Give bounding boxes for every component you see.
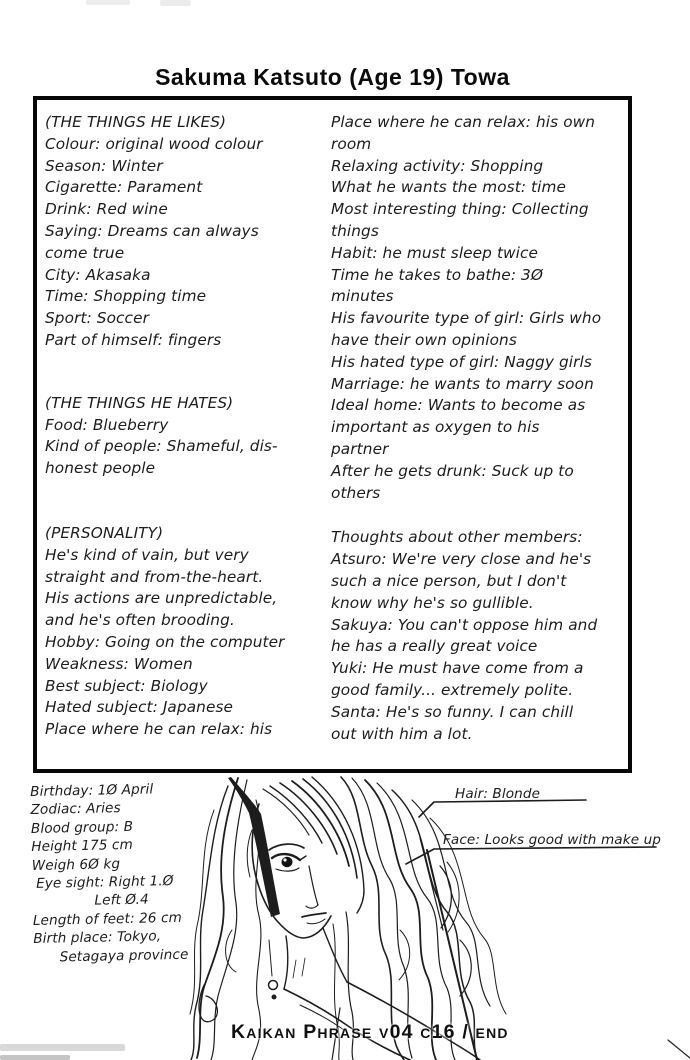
text-line: minutes [331, 287, 394, 306]
text-line: Saying: Dreams can always [45, 221, 259, 240]
eye-highlight [283, 858, 286, 861]
profile-right-column [331, 112, 625, 745]
text-line: room [331, 134, 372, 153]
eyebrow [269, 844, 304, 850]
hair-curl [440, 866, 451, 928]
text-line: Weigh 6Ø kg [31, 855, 121, 874]
text-line: partner [331, 439, 389, 458]
text-line: Place where he can relax: his [45, 720, 273, 739]
text-line: straight and from-the-heart. [45, 567, 264, 586]
scan-artifact [160, 0, 191, 6]
text-line: Marriage: he wants to marry soon [331, 374, 594, 393]
text-line: Santa: He's so funny. I can chill [331, 702, 574, 721]
mouth-line [302, 913, 326, 917]
text-line: Cigarette: Parament [45, 178, 203, 197]
text-line: and he's often brooding. [45, 611, 235, 630]
text-line: Kind of people: Shameful, dis- [45, 437, 278, 456]
text-line: Hobby: Going on the computer [45, 632, 285, 651]
text-line: Hated subject: Japanese [45, 698, 234, 717]
profile-box [33, 96, 632, 773]
face-label: Face: Looks good with make up [443, 832, 662, 848]
hair-stroke [365, 780, 436, 1060]
right-top-lines [331, 112, 625, 504]
stats-block [30, 778, 254, 967]
hair-stroke [280, 783, 337, 854]
eye-lash [300, 856, 306, 860]
earring-bead [272, 995, 277, 1000]
text-line: Thoughts about other members: [331, 528, 583, 547]
text-line: Ideal home: Wants to become as [331, 396, 586, 415]
hair-curl [447, 862, 459, 932]
eye-upper-lid [272, 854, 300, 860]
text-line: What he wants the most: time [331, 178, 567, 197]
text-line: His actions are unpredictable, [45, 589, 278, 608]
scan-artifact [0, 1055, 70, 1060]
hair-stroke [199, 985, 217, 1022]
text-line: important as oxygen to his [331, 418, 540, 437]
text-line: Atsuro: We're very close and he's [331, 550, 592, 569]
scan-artifact [0, 1044, 125, 1051]
footer-credit: Kaikan Phrase v04 c16 / end [231, 1021, 509, 1043]
text-line: He's kind of vain, but very [45, 545, 249, 564]
hates-lines [45, 415, 327, 480]
hair-stroke [377, 783, 455, 1060]
thoughts-lines [331, 527, 625, 745]
eye-iris [282, 857, 293, 867]
text-line: Left Ø.4 [94, 891, 149, 910]
personality-section [45, 523, 327, 741]
text-line: Relaxing activity: Shopping [331, 156, 544, 175]
profile-left-column [45, 112, 327, 741]
text-line: Time: Shopping time [45, 287, 207, 306]
hair-curl [399, 930, 410, 980]
text-line: come true [45, 243, 125, 262]
hair-stroke [263, 789, 309, 835]
text-line: have their own opinions [331, 330, 517, 349]
text-line: Length of feet: 26 cm [32, 909, 183, 929]
nose-line [309, 866, 318, 905]
hair-stray [420, 838, 443, 930]
text-line: Yuki: He must have come from a [331, 659, 584, 678]
neck-line [323, 928, 347, 982]
text-line: Colour: original wood colour [45, 134, 263, 153]
personality-heading: (PERSONALITY) [45, 523, 164, 542]
text-line: His hated type of girl: Naggy girls [331, 352, 592, 371]
text-line: Time he takes to bathe: 3Ø [331, 265, 544, 284]
hair-label: Hair: Blonde [455, 786, 541, 802]
text-line: he has a really great voice [331, 637, 538, 656]
text-line: Part of himself: fingers [45, 330, 222, 349]
hates-heading: (THE THINGS HE HATES) [45, 393, 234, 412]
text-line: know why he's so gullible. [331, 593, 534, 612]
text-line: Food: Blueberry [45, 415, 169, 434]
hair-stroke [292, 781, 349, 866]
thoughts-section [331, 527, 625, 745]
text-line: Place where he can relax: his own [331, 113, 596, 131]
text-line: out with him a lot. [331, 724, 473, 743]
text-line: Season: Winter [45, 156, 163, 175]
text-line: Height 175 cm [31, 837, 134, 856]
face-contour [252, 804, 331, 938]
text-line: Birth place: Tokyo, [33, 928, 162, 948]
text-line: Sakuya: You can't oppose him and [331, 615, 598, 634]
page-title: Sakuma Katsuto (Age 19) Towa [155, 64, 510, 90]
text-line: Zodiac: Aries [30, 800, 121, 819]
nose-line [306, 905, 318, 908]
text-line: Blood group: B [30, 818, 134, 837]
text-line: City: Akasaka [45, 265, 151, 284]
text-line: Setagaya province [59, 946, 189, 966]
lip-line [307, 919, 325, 924]
text-line: Most interesting thing: Collecting [331, 200, 589, 219]
right-top-section [331, 112, 625, 504]
hair-stroke [270, 786, 322, 843]
earring-bead [269, 981, 278, 990]
text-line: Birthday: 1Ø April [30, 781, 154, 800]
neck-line [284, 936, 288, 989]
text-line: things [331, 221, 379, 240]
hair-stroke [312, 777, 364, 913]
text-line: Best subject: Biology [45, 676, 208, 695]
text-line: honest people [45, 459, 156, 478]
text-line: Sport: Soccer [45, 309, 149, 328]
text-line: After he gets drunk: Suck up to [331, 461, 574, 480]
text-line: Eye sight: Right 1.Ø [35, 873, 174, 892]
text-line: Habit: he must sleep twice [331, 243, 539, 262]
eye-lower-lid [276, 868, 299, 871]
text-line: others [331, 483, 381, 502]
likes-heading: (THE THINGS HE LIKES) [45, 113, 227, 131]
neck-shade [302, 958, 305, 976]
text-line: Drink: Red wine [45, 200, 168, 219]
hair-stray [668, 1040, 690, 1058]
hair-stroke [303, 779, 357, 878]
earring-wire [269, 940, 272, 976]
text-line: good family... extremely polite. [331, 680, 574, 699]
text-line: such a nice person, but I don't [331, 571, 567, 590]
scan-artifact [86, 0, 130, 5]
hates-section [45, 393, 327, 480]
hair-stroke [341, 777, 404, 1060]
neck-shade [293, 960, 296, 978]
hair-stroke [352, 778, 412, 1058]
personality-lines [45, 545, 327, 741]
likes-lines [45, 134, 327, 352]
hair-curl [460, 940, 471, 996]
text-line: His favourite type of girl: Girls who [331, 309, 602, 328]
likes-section [45, 112, 327, 352]
text-line: Weakness: Women [45, 654, 193, 673]
